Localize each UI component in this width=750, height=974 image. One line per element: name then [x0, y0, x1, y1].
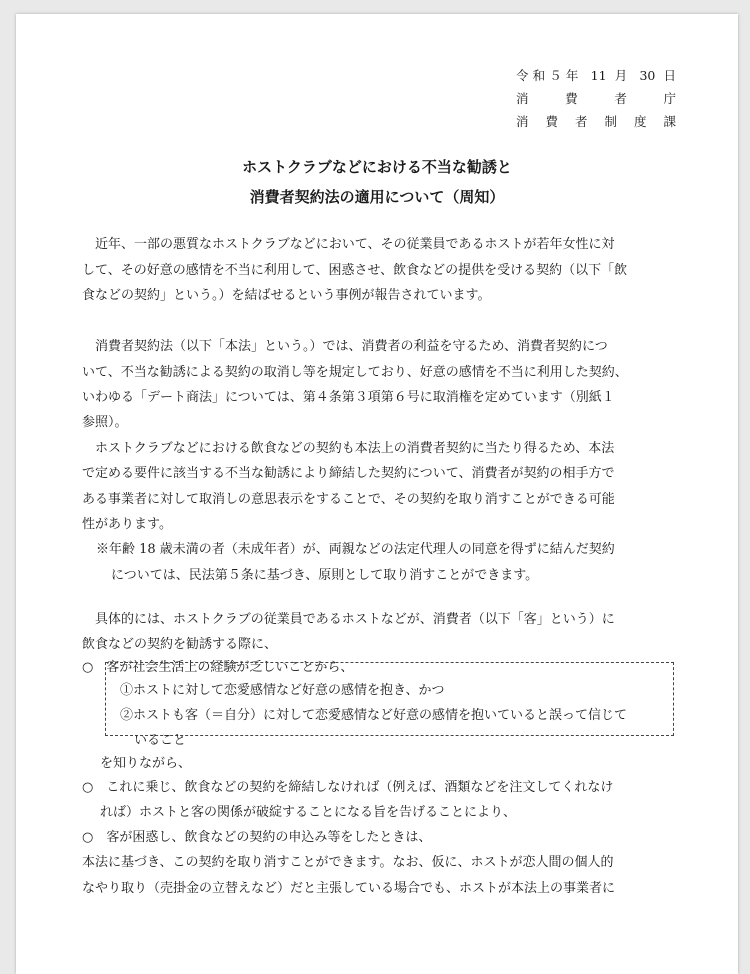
paragraph-2-line-4: 参照）。 [82, 415, 128, 430]
issuer-block [516, 64, 676, 133]
paragraph-2-line-1: 消費者契約法（以下「本法」という。）では、消費者の利益を守るため、消費者契約につ [82, 339, 608, 354]
paragraph-2-line-2: いて、不当な勧誘による契約の取消し等を規定しており、好意の感情を不当に利用した契約、 [82, 365, 628, 380]
title-line-1: ホストクラブなどにおける不当な勧誘と [242, 158, 512, 176]
title-line-2: 消費者契約法の適用について（周知） [249, 188, 505, 206]
note-line-2: については、民法第５条に基づき、原則として取り消すことができます。 [111, 568, 539, 583]
issuer-agency: 消費者庁 [516, 91, 676, 106]
paragraph-5-line-2: なやり取り（売掛金の立替えなど）だと主張している場合でも、ホストが本法上の事業者に [82, 881, 616, 896]
paragraph-3-line-1: ホストクラブなどにおける飲食などの契約も本法上の消費者契約に当たり得るため、本法 [82, 441, 615, 456]
condition-2-line-2: れば）ホストと客の関係が破綻することになる旨を告げることにより、 [100, 805, 517, 820]
issuer-division: 消費者制度課 [516, 114, 676, 129]
paragraph-1-line-3: 食などの契約」という。）を結ばせるという事例が報告されています。 [82, 288, 491, 303]
paragraph-4-line-1: 具体的には、ホストクラブの従業員であるホストなどが、消費者（以下「客」という）に [82, 612, 615, 627]
issue-date: 令和５年 11 月 30 日 [516, 68, 676, 83]
condition-1: ○ 客が社会生活上の経験が乏しいことから、 [82, 660, 354, 675]
box-item-2: ②ホストも客（＝自分）に対して恋愛感情など好意の感情を抱いていると誤って信じて [120, 708, 628, 723]
paragraph-3-line-3: ある事業者に対して取消しの意思表示をすることで、その契約を取り消すことができる可能 [82, 492, 615, 507]
paragraph-1-line-1: 近年、一部の悪質なホストクラブなどにおいて、その従業員であるホストが若年女性に対 [82, 237, 615, 252]
paragraph-4-line-2: 飲食などの契約を勧誘する際に、 [82, 637, 278, 652]
paragraph-5-line-1: 本法に基づき、この契約を取り消すことができます。なお、仮に、ホストが恋人間の個人的 [82, 855, 614, 870]
document-page [16, 14, 738, 974]
box-item-1: ①ホストに対して恋愛感情など好意の感情を抱き、かつ [120, 683, 445, 698]
paragraph-3-line-4: 性があります。 [82, 517, 172, 532]
paragraph-3-line-2: で定める要件に該当する不当な勧誘により締結した契約について、消費者が契約の相手方で [82, 466, 615, 481]
note-line-1: ※年齢 18 歳未満の者（未成年者）が、両親などの法定代理人の同意を得ずに結んだ契約 [96, 542, 615, 557]
knowing-line: を知りながら、 [100, 756, 192, 771]
condition-3: ○ 客が困惑し、飲食などの契約の申込み等をしたときは、 [82, 830, 432, 845]
condition-2-line-1: ○ これに乗じ、飲食などの契約を締結しなければ（例えば、酒類などを注文してくれなけ [82, 780, 614, 795]
box-item-2-continued: いること [134, 733, 187, 748]
paragraph-1-line-2: して、その好意の感情を不当に利用して、困惑させ、飲食などの提供を受ける契約（以下「飲 [82, 263, 628, 278]
paragraph-2-line-3: いわゆる「デート商法」については、第４条第３項第６号に取消権を定めています（別紙１ [82, 390, 615, 405]
